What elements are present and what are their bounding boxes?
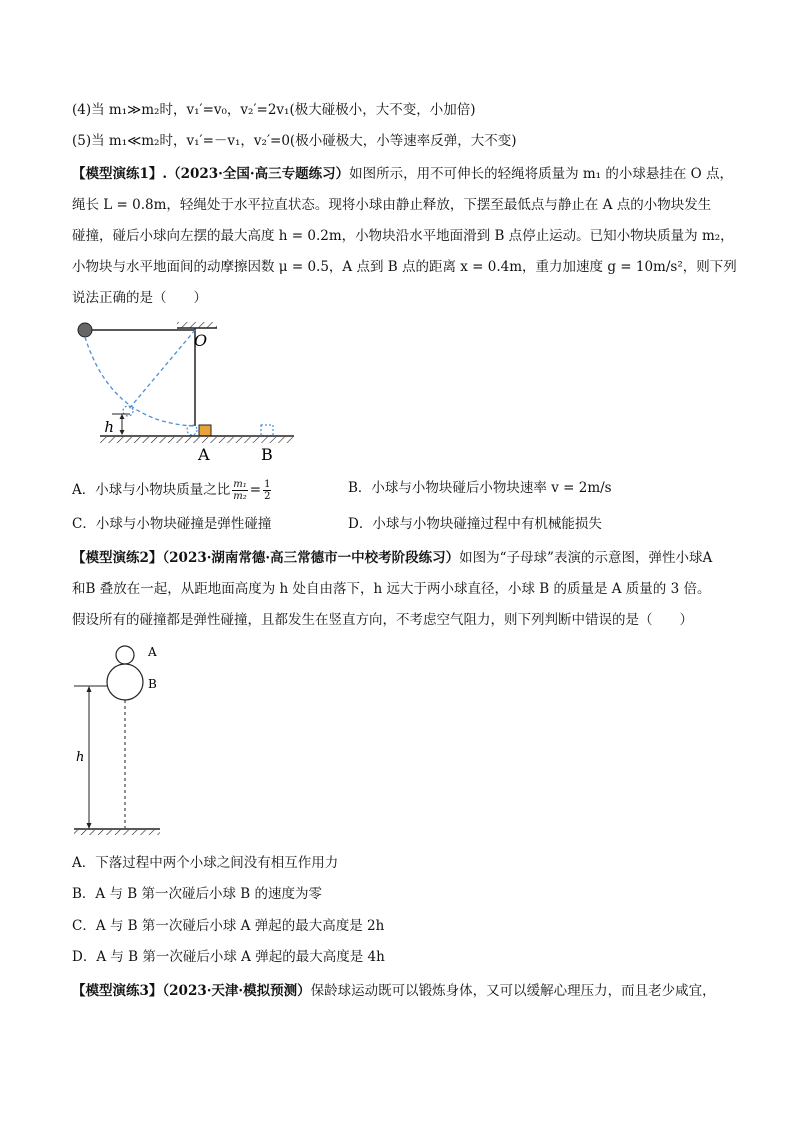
pendulum-ball: [78, 323, 92, 337]
ex1-text-1: 如图所示，用不可伸长的轻绳将质量为 m₁ 的小球悬挂在 O 点，: [349, 166, 734, 182]
fig2-label-h: h: [76, 750, 85, 765]
ex1-line-4: 小物块与水平地面间的动摩擦因数 μ = 0.5，A 点到 B 点的距离 x = 0.4m，重力加速度 g = 10m/s²，则下列: [72, 259, 737, 275]
ground-hatch: [100, 437, 294, 443]
ex3-line-1: [72, 981, 716, 1001]
ex1-tag: 【模型演练1】: [72, 166, 163, 182]
swing-arc-dashed: [85, 337, 195, 426]
ex3-text-1: 保龄球运动既可以锻炼身体，又可以缓解心理压力，而且老少咸宜，: [310, 983, 716, 999]
ex1-option-a: A．小球与小物块质量之比 $\frac{\text{m₁}}{\text{m₂}}$ = $\frac{1}{2}$: [72, 479, 271, 502]
formula-line-4: (4)当 m₁≫m₂时，v₁′=v₀，v₂′=2v₁(极大碰极小，大不变，小加倍): [72, 102, 476, 118]
ex1-line-3: 碰撞，碰后小球向左摆的最大高度 h = 0.2m，小物块沿水平地面滑到 B 点停止运动。已知小物块质量为 m₂，: [72, 228, 734, 244]
ex2-text-1: 如图为“子母球”表演的示意图，弹性小球A: [459, 550, 713, 566]
ex2-option-b: B．A 与 B 第一次碰后小球 B 的速度为零: [72, 886, 322, 902]
fig2-label-b: B: [148, 677, 157, 691]
ex3-tag: 【模型演练3】: [72, 983, 163, 999]
formula-line-5: (5)当 m₁≪m₂时，v₁′=－v₁，v₂′=0(极小碰极大，小等速率反弹，大不变): [72, 133, 517, 149]
ex1-line-1: [72, 164, 733, 184]
ball-b: [107, 664, 143, 700]
fig2-label-a: A: [148, 645, 157, 659]
block-b-dashed: [261, 425, 273, 436]
fig1-label-o: O: [194, 331, 208, 350]
ex1-option-d: D．小球与小物块碰撞过程中有机械能损失: [348, 516, 602, 532]
ex2-option-d: D．A 与 B 第一次碰后小球 A 弹起的最大高度是 4h: [72, 949, 385, 965]
ex1-source: .（2023·全国·高三专题练习）: [162, 166, 350, 182]
ex1-line-2: 绳长 L = 0.8m，轻绳处于水平拉直状态。现将小球由静止释放，下摆至最低点与静止在 A 点的小物块发生: [72, 197, 712, 213]
pendulum-figure: [72, 318, 302, 468]
ex1-line-5: 说法正确的是（ ）: [72, 290, 207, 306]
ex2-option-c: C．A 与 B 第一次碰后小球 A 弹起的最大高度是 2h: [72, 918, 385, 934]
ceiling-hatch: [177, 322, 217, 328]
ex2-tag: 【模型演练2】: [72, 550, 163, 566]
ex2-line-3: 假设所有的碰撞都是弹性碰撞，且都发生在竖直方向，不考虑空气阻力，则下列判断中错误的是（ ）: [72, 612, 693, 628]
ex2-source: （2023·湖南常德·高三常德市一中校考阶段练习）: [162, 550, 460, 566]
fig1-label-h: h: [104, 418, 114, 436]
fig1-label-b: B: [261, 445, 273, 464]
stacked-balls-figure: [72, 640, 182, 840]
rebound-rope-dashed: [128, 330, 195, 410]
ex2-line-2: 和B 叠放在一起，从距地面高度为 h 处自由落下，h 远大于两小球直径，小球 B 的质量是 A 质量的 3 倍。: [72, 581, 711, 597]
ex2-line-1: [72, 548, 712, 568]
fig1-label-a: A: [198, 445, 210, 464]
block-a: [199, 425, 211, 436]
ex2-option-a: A．下落过程中两个小球之间没有相互作用力: [72, 855, 339, 871]
ball-a: [116, 646, 134, 664]
fig2-ground-hatch: [74, 830, 160, 835]
ex1-option-b: B．小球与小物块碰后小物块速率 v = 2m/s: [348, 480, 612, 496]
ex3-source: （2023·天津·模拟预测）: [162, 983, 311, 999]
ex1-option-c: C．小球与小物块碰撞是弹性碰撞: [72, 516, 272, 532]
